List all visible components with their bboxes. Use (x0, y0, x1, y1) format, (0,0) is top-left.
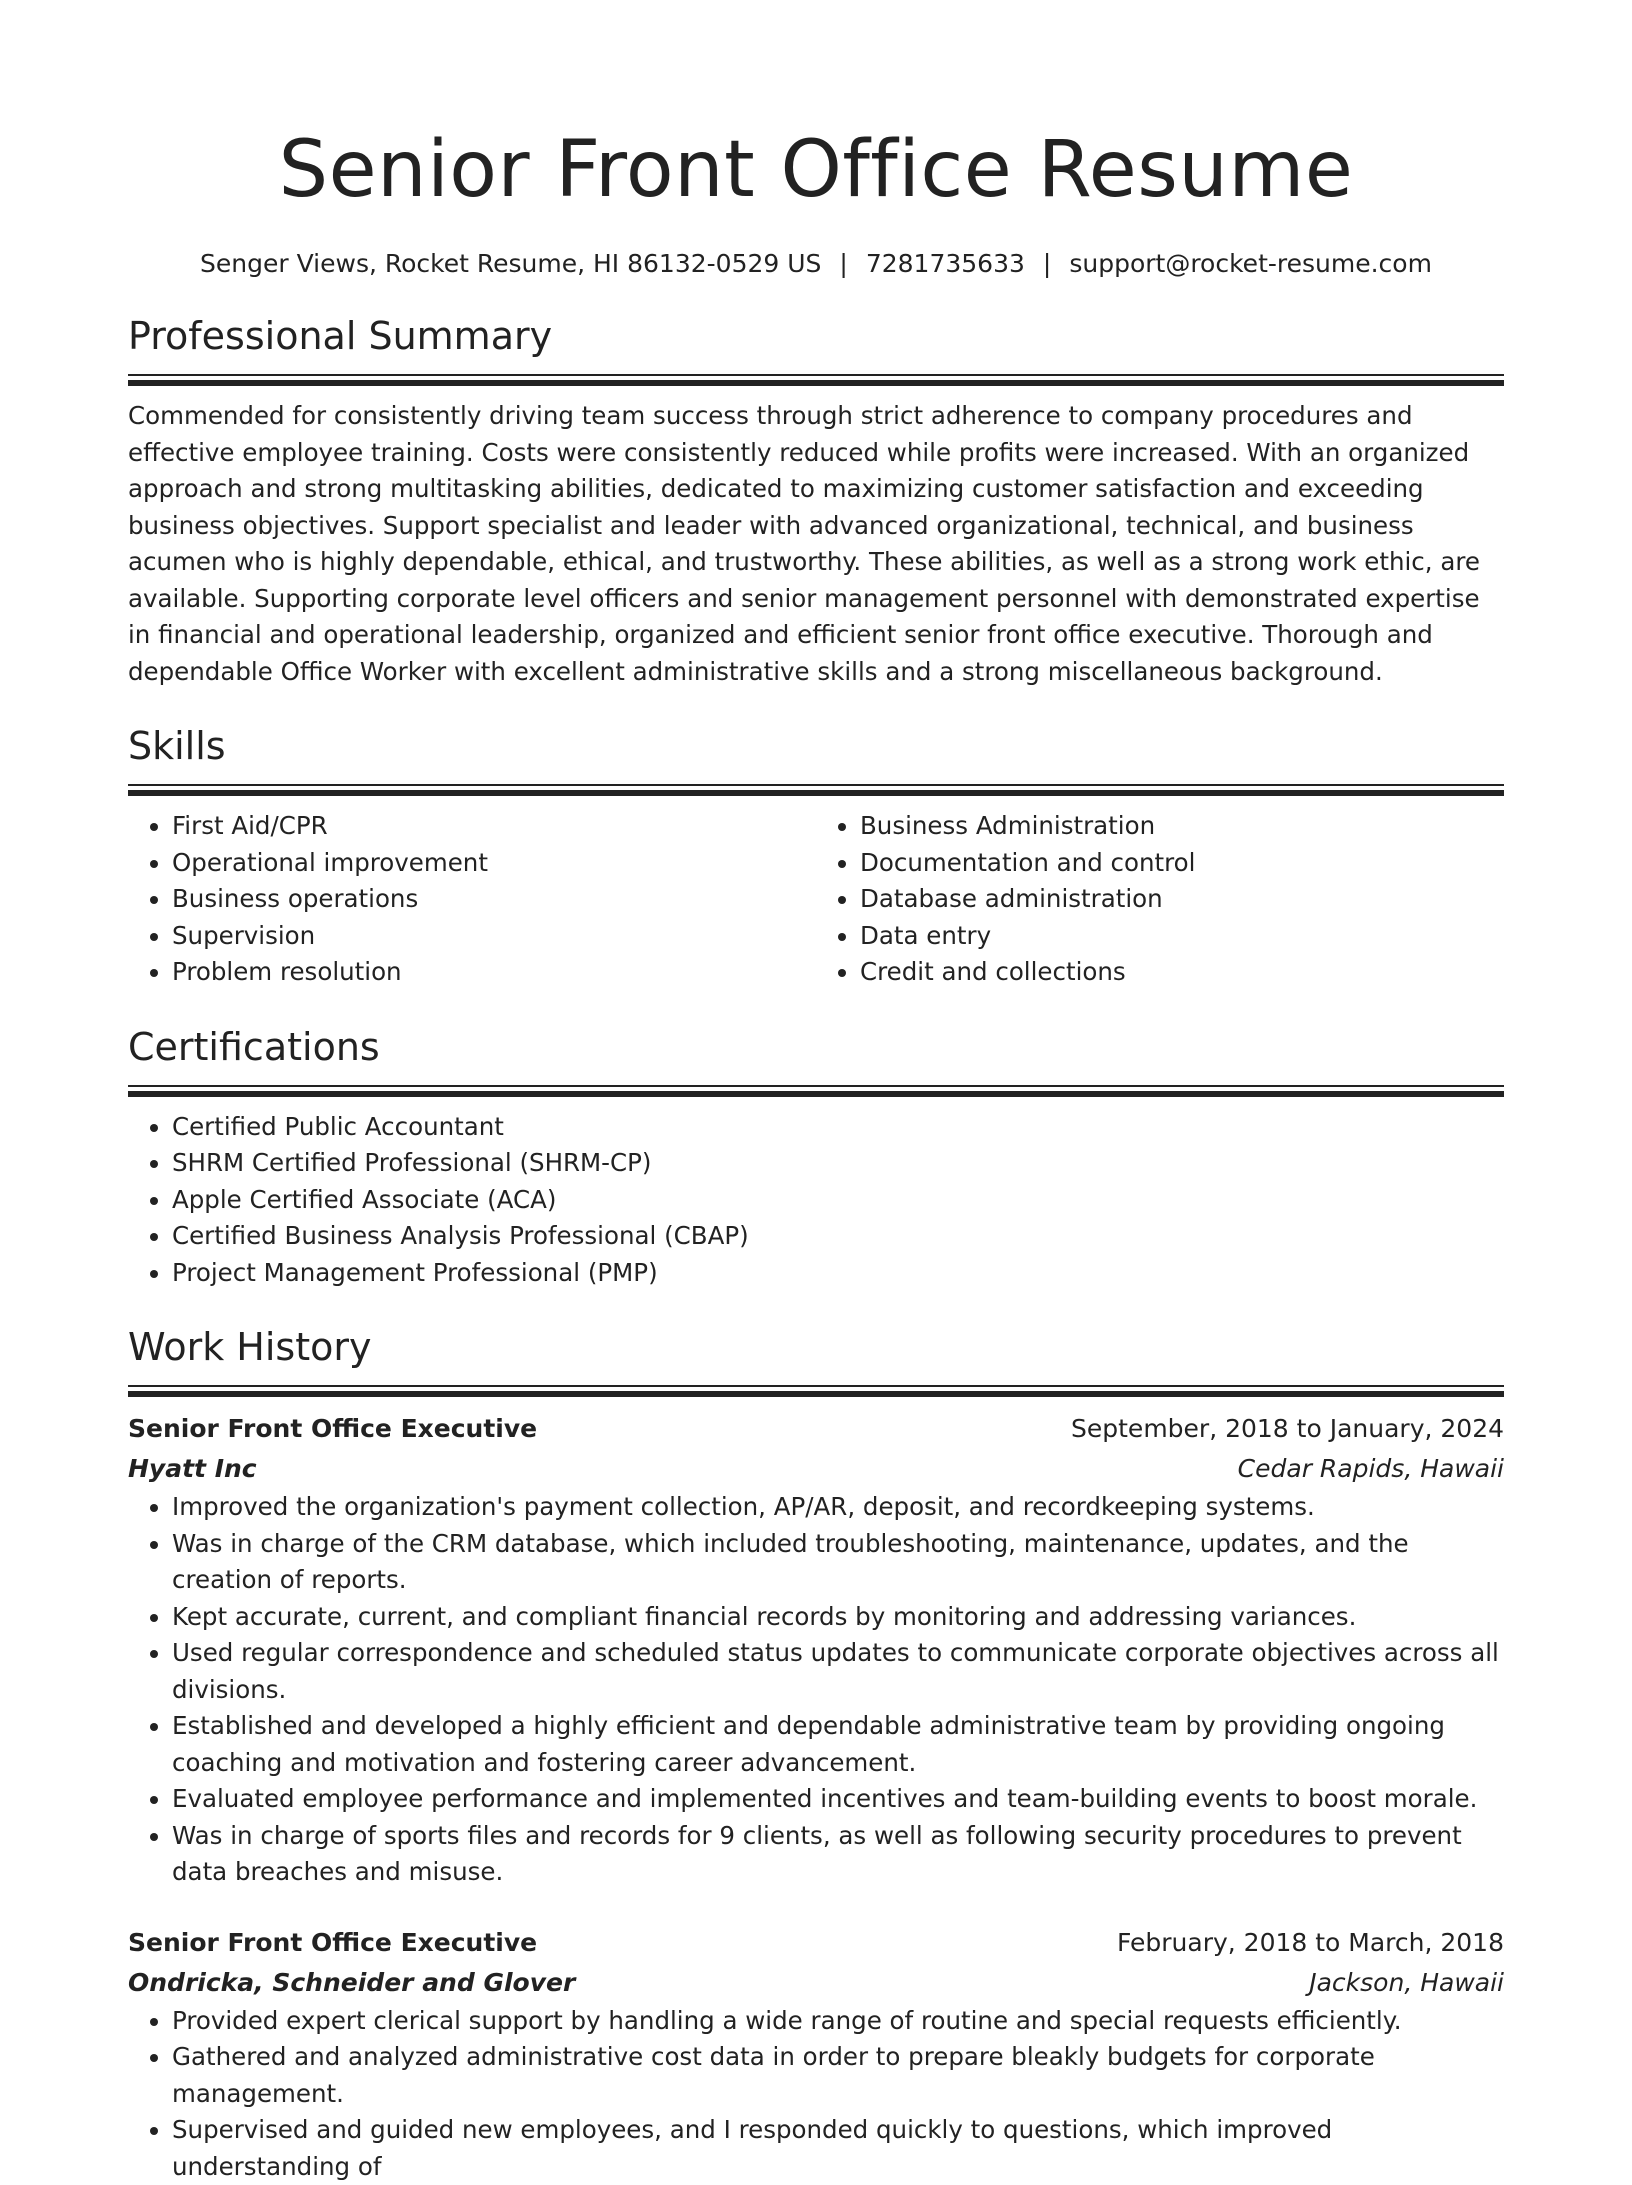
certification-item: • Certified Business Analysis Professional (CBAP) (172, 1218, 1504, 1255)
work-history-section (128, 1323, 1504, 2185)
job-bullet: • Used regular correspondence and scheduled status updates to communicate corporate objectives across all divisions. (172, 1635, 1504, 1708)
section-divider (128, 374, 1504, 376)
job-entry (128, 1923, 1504, 2185)
skill-item: • Business Administration (860, 808, 1504, 845)
skills-column-right (816, 808, 1504, 991)
job-dates: February, 2018 to March, 2018 (1117, 1923, 1504, 1963)
job-company: Ondricka, Schneider and Glover (128, 1963, 575, 2003)
job-title: Senior Front Office Executive (128, 1923, 537, 1963)
job-subheader (128, 1449, 1504, 1489)
skills-section (128, 722, 1504, 991)
section-divider (128, 1085, 1504, 1087)
skill-item: • Business operations (172, 881, 816, 918)
job-location: Cedar Rapids, Hawaii (1238, 1449, 1504, 1489)
job-header (128, 1923, 1504, 1963)
job-company: Hyatt Inc (128, 1449, 257, 1489)
contact-separator: | (1043, 248, 1051, 280)
skill-item: • Supervision (172, 918, 816, 955)
job-bullet: • Was in charge of the CRM database, which included troubleshooting, maintenance, updates, and the creation of reports. (172, 1526, 1504, 1599)
contact-separator: | (839, 248, 847, 280)
skill-item: • Data entry (860, 918, 1504, 955)
job-subheader (128, 1963, 1504, 2003)
skill-item: • Database administration (860, 881, 1504, 918)
certifications-heading: Certifications (128, 1023, 1504, 1071)
job-bullet: • Evaluated employee performance and implemented incentives and team-building events to boost morale. (172, 1781, 1504, 1818)
summary-heading: Professional Summary (128, 312, 1504, 360)
skills-column-left (128, 808, 816, 991)
job-bullet: • Was in charge of sports files and records for 9 clients, as well as following security procedures to prevent data breaches and misuse. (172, 1818, 1504, 1891)
contact-line (128, 248, 1504, 280)
skill-item: • Credit and collections (860, 954, 1504, 991)
contact-email: support@rocket-resume.com (1069, 249, 1432, 278)
certification-item: • Certified Public Accountant (172, 1109, 1504, 1146)
skill-item: • First Aid/CPR (172, 808, 816, 845)
job-bullet: • Kept accurate, current, and compliant financial records by monitoring and addressing variances. (172, 1599, 1504, 1636)
section-divider (128, 1385, 1504, 1387)
certification-item: • Project Management Professional (PMP) (172, 1255, 1504, 1292)
certifications-section (128, 1023, 1504, 1292)
job-location: Jackson, Hawaii (1309, 1963, 1504, 2003)
certification-item: • SHRM Certified Professional (SHRM-CP) (172, 1145, 1504, 1182)
job-bullet: • Improved the organization's payment collection, AP/AR, deposit, and recordkeeping systems. (172, 1489, 1504, 1526)
contact-address: Senger Views, Rocket Resume, HI 86132-0529 US (200, 249, 821, 278)
skill-item: • Operational improvement (172, 845, 816, 882)
job-bullet: • Supervised and guided new employees, and I responded quickly to questions, which improved understanding of (172, 2112, 1504, 2185)
summary-section (128, 312, 1504, 690)
section-divider (128, 784, 1504, 786)
job-header (128, 1409, 1504, 1449)
work-history-heading: Work History (128, 1323, 1504, 1371)
job-dates: September, 2018 to January, 2024 (1071, 1409, 1504, 1449)
contact-phone: 7281735633 (866, 249, 1025, 278)
certification-item: • Apple Certified Associate (ACA) (172, 1182, 1504, 1219)
job-title: Senior Front Office Executive (128, 1409, 537, 1449)
skill-item: • Problem resolution (172, 954, 816, 991)
skills-heading: Skills (128, 722, 1504, 770)
job-bullet: • Gathered and analyzed administrative cost data in order to prepare bleakly budgets for corporate management. (172, 2039, 1504, 2112)
page-title: Senior Front Office Resume (128, 120, 1504, 220)
job-bullet: • Provided expert clerical support by handling a wide range of routine and special requests efficiently. (172, 2003, 1504, 2040)
skills-grid (128, 808, 1504, 991)
job-bullet: • Established and developed a highly efficient and dependable administrative team by providing ongoing coaching and motivation and fostering career advancement. (172, 1708, 1504, 1781)
job-entry (128, 1409, 1504, 1891)
summary-text: Commended for consistently driving team success through strict adherence to company procedures and effective employee training. Costs were consistently reduced while profits were increased. With an organized approach and strong multitasking abilities, dedicated to maximizing customer satisfaction and exceeding business objectives. Support specialist and leader with advanced organizational, technical, and business acumen who is highly dependable, ethical, and trustworthy. These abilities, as well as a strong work ethic, are available. Supporting corporate level officers and senior management personnel with demonstrated expertise in financial and operational leadership, organized and efficient senior front office executive. Thorough and dependable Office Worker with excellent administrative skills and a strong miscellaneous background. (128, 398, 1504, 690)
skill-item: • Documentation and control (860, 845, 1504, 882)
